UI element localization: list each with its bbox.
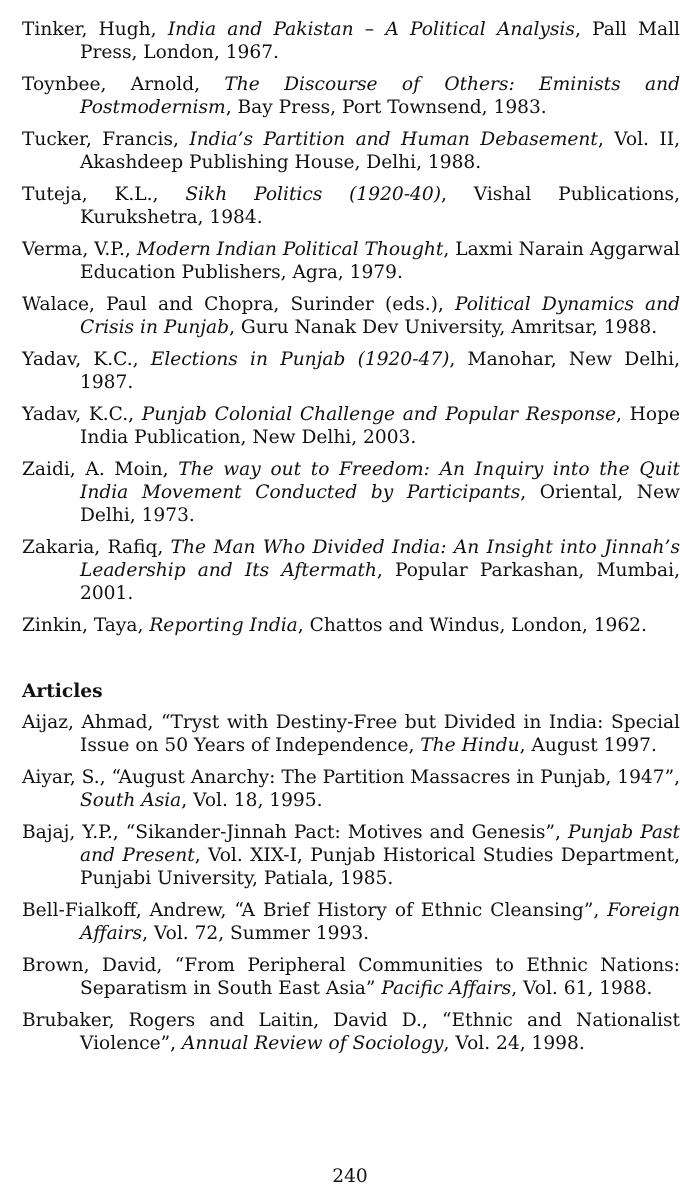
bibliography-entry [22,614,680,637]
entry-details: , Bay Press, Port Townsend, 1983. [225,97,547,118]
entry-author: Aiyar, S., “August Anarchy: The Partition Massacres in Punjab, 1947”, [22,767,680,788]
bibliography-entry [22,766,680,812]
books-bibliography-list [22,18,680,646]
entry-title: Reporting India [149,615,298,636]
entry-title: Punjab Colonial Challenge and Popular Response [141,404,617,425]
entry-details: , Vol. 24, 1998. [443,1033,585,1054]
bibliography-entry [22,821,680,890]
entry-author: Yadav, K.C., [22,404,142,425]
entry-title: Elections in Punjab (1920-47) [150,349,450,370]
entry-author: Walace, Paul and Chopra, Surinder (eds.), [22,294,455,315]
entry-details: , Chattos and Windus, London, 1962. [297,615,647,636]
entry-title: Pacific Affairs [381,978,512,999]
entry-details: , Vol. II, Akashdeep Publishing House, Delhi, 1988. [80,129,680,173]
entry-author: Verma, V.P., [22,239,137,260]
entry-author: Zakaria, Rafiq, [22,537,171,558]
entry-details: , August 1997. [519,735,657,756]
page-number: 240 [332,1166,368,1187]
entry-details: , Hope India Publication, New Delhi, 2003. [80,404,680,448]
entry-title: The Hindu [420,735,520,756]
entry-author: Tinker, Hugh, [22,19,168,40]
entry-details: , Guru Nanak Dev University, Amritsar, 1988. [229,317,658,338]
entry-title: Sikh Politics (1920-40) [185,184,441,205]
articles-bibliography-list [22,711,680,1064]
entry-details: , Vishal Publications, Kurukshetra, 1984. [80,184,680,228]
bibliography-entry [22,954,680,1000]
entry-author: Toynbee, Arnold, [22,74,225,95]
entry-details: , Vol. 61, 1988. [511,978,653,999]
entry-details: , Popular Parkashan, Mumbai, 2001. [80,560,680,604]
bibliography-entry [22,899,680,945]
entry-title: The way out to Freedom: An Inquiry into the Quit India Movement Conducted by Participants [80,459,680,503]
entry-details: , Vol. XIX-I, Punjab Historical Studies Department, Punjabi University, Patiala, 1985. [80,845,680,889]
entry-author: Tucker, Francis, [22,129,190,150]
entry-details: , Laxmi Narain Aggarwal Education Publishers, Agra, 1979. [80,239,680,283]
entry-author: Tuteja, K.L., [22,184,186,205]
entry-title: Annual Review of Sociology [181,1033,444,1054]
bibliography-entry [22,536,680,605]
entry-author: Yadav, K.C., [22,349,151,370]
bibliography-entry [22,348,680,394]
entry-title: Foreign Affairs [80,900,680,944]
bibliography-entry [22,73,680,119]
entry-author: Bell-Fialkoff, Andrew, “A Brief History of Ethnic Cleansing”, [22,900,608,921]
bibliography-entry [22,183,680,229]
bibliography-entry [22,1009,680,1055]
entry-title: Punjab Past and Present [80,822,680,866]
entry-title: The Discourse of Others: Eminists and Postmodernism [80,74,680,118]
entry-author: Brown, David, “From Peripheral Communities to Ethnic Nations: Separatism in South East Asia” [22,955,680,999]
entry-title: India’s Partition and Human Debasement [189,129,598,150]
entry-details: , Manohar, New Delhi, 1987. [80,349,680,393]
entry-details: , Vol. 18, 1995. [181,790,323,811]
entry-details: , Vol. 72, Summer 1993. [142,923,370,944]
entry-author: Brubaker, Rogers and Laitin, David D., “Ethnic and Nationalist Violence”, [22,1010,680,1054]
entry-author: Zaidi, A. Moin, [22,459,179,480]
entry-author: Aijaz, Ahmad, “Tryst with Destiny-Free but Divided in India: Special Issue on 50 Years of Independence, [22,712,680,756]
bibliography-entry [22,238,680,284]
bibliography-entry [22,128,680,174]
entry-author: Zinkin, Taya, [22,615,150,636]
bibliography-entry [22,18,680,64]
articles-section-heading: Articles [22,681,103,702]
bibliography-entry [22,403,680,449]
entry-author: Bajaj, Y.P., “Sikander-Jinnah Pact: Motives and Genesis”, [22,822,568,843]
entry-title: The Man Who Divided India: An Insight into Jinnah’s Leadership and Its Aftermath [80,537,680,581]
entry-title: South Asia [80,790,182,811]
entry-details: , Pall Mall Press, London, 1967. [80,19,680,63]
bibliography-entry [22,711,680,757]
entry-title: Modern Indian Political Thought [136,239,444,260]
entry-details: , Oriental, New Delhi, 1973. [80,482,680,526]
bibliography-entry [22,293,680,339]
entry-title: India and Pakistan – A Political Analysis [167,19,575,40]
bibliography-entry [22,458,680,527]
entry-title: Political Dynamics and Crisis in Punjab [80,294,681,338]
